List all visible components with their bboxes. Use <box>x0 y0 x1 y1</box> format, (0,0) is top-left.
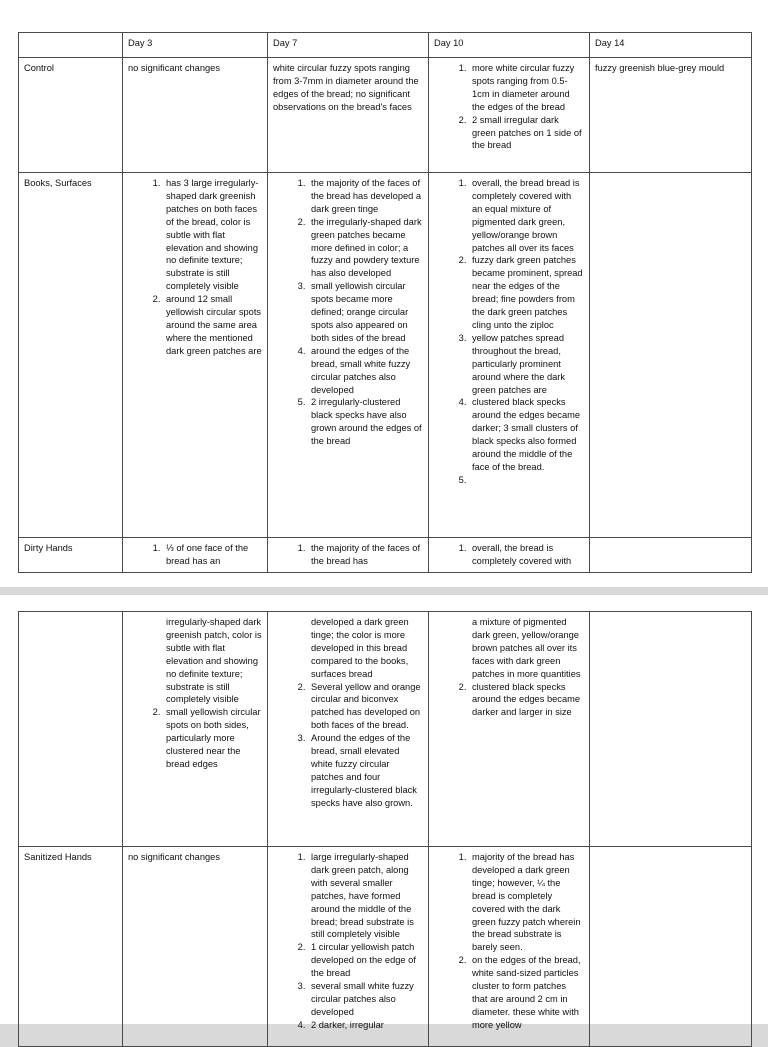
list-item: 2. the irregularly-shaped dark green patches became more defined in color; a fuzzy and powdery texture has also developed <box>308 216 423 281</box>
list-item: 2. 2 small irregular dark green patches on 1 side of the bread <box>469 114 584 153</box>
header-cell-day3: Day 3 <box>123 33 268 58</box>
cell-dirty-day7-continued <box>268 612 429 847</box>
document-page-2 <box>0 595 768 1030</box>
cell-control-day3: no significant changes <box>123 58 268 173</box>
list-item: 1. the majority of the faces of the bread has <box>308 542 423 568</box>
cell-dirty-day10 <box>429 538 590 573</box>
list-item: 3. several small white fuzzy circular patches also developed <box>308 980 423 1019</box>
list-item: 2. 1 circular yellowish patch developed on the edge of the bread <box>308 941 423 980</box>
list-books-day10 <box>434 177 584 487</box>
list-item <box>469 474 584 487</box>
cell-books-day7 <box>268 173 429 538</box>
list-sanitized-day7 <box>273 851 423 1032</box>
cell-control-day7: white circular fuzzy spots ranging from 3-7mm in diameter around the edges of the bread; no significant observations on the bread's faces <box>268 58 429 173</box>
list-books-day7 <box>273 177 423 448</box>
list-item: 4. clustered black specks around the edges became darker; 3 small clusters of black specks also formed around the middle of the face of the bread. <box>469 396 584 473</box>
row-label-dirty-hands: Dirty Hands <box>19 538 123 573</box>
list-item: 2. clustered black specks around the edges became darker and larger in size <box>469 681 584 720</box>
list-item: 2. around 12 small yellowish circular spots around the same area where the mentioned dark green patches are <box>163 293 262 358</box>
list-item: 2. fuzzy dark green patches became prominent, spread near the edges of the bread; fine powders from the dark green patches cling unto the ziploc <box>469 254 584 331</box>
list-item: 4. 2 darker, irregular <box>308 1019 423 1032</box>
list-item-continued: developed a dark green tinge; the color is more developed in this bread compared to the books, surfaces bread <box>311 617 409 679</box>
list-item: 2. Several yellow and orange circular and biconvex patched has developed on both faces of the bread. <box>308 681 423 733</box>
list-item: 5. 2 irregularly-clustered black specks have also grown around the edges of the bread <box>308 396 423 448</box>
list-dirty-day10 <box>434 542 584 568</box>
table-row-dirty-hands-continued <box>19 612 752 847</box>
row-label-books-surfaces: Books, Surfaces <box>19 173 123 538</box>
list-books-day3 <box>128 177 262 358</box>
list-dirty-day10-continued <box>434 616 584 719</box>
header-cell-day10: Day 10 <box>429 33 590 58</box>
list-item-continued: a mixture of pigmented dark green, yellow/orange brown patches all over its faces with dark green patches in more quantities <box>472 617 581 679</box>
list-item: 1. majority of the bread has developed a dark green tinge; however, ¼ the bread is completely covered with the dark green fuzzy patch wherein the bread substrate is barely seen. <box>469 851 584 954</box>
cell-dirty-day14 <box>590 538 752 573</box>
list-item: 4. around the edges of the bread, small white fuzzy circular patches also developed <box>308 345 423 397</box>
list-item-continued: irregularly-shaped dark greenish patch, color is subtle with flat elevation and showing no definite texture; substrate is still completely visible <box>166 617 262 705</box>
table-row-sanitized-hands <box>19 847 752 1047</box>
cell-dirty-day14-continued <box>590 612 752 847</box>
list-dirty-day7 <box>273 542 423 568</box>
row-label-control: Control <box>19 58 123 173</box>
cell-dirty-day7 <box>268 538 429 573</box>
list-item: 3. yellow patches spread throughout the bread, particularly prominent around where the dark green patches are <box>469 332 584 397</box>
header-cell-day7: Day 7 <box>268 33 429 58</box>
cell-books-day14 <box>590 173 752 538</box>
header-cell-empty <box>19 33 123 58</box>
list-item: 1. large irregularly-shaped dark green patch, along with several smaller patches, have formed around the middle of the bread; bread substrate is still completely visible <box>308 851 423 941</box>
list-item: 1. more white circular fuzzy spots ranging from 0.5-1cm in diameter around the edges of the bread <box>469 62 584 114</box>
header-cell-day14: Day 14 <box>590 33 752 58</box>
observation-table-continued <box>18 611 752 1047</box>
list-dirty-day3 <box>128 542 262 568</box>
list-item: 3. small yellowish circular spots became more defined; orange circular spots also appeared on both sides of the bread <box>308 280 423 345</box>
cell-sanitized-day14 <box>590 847 752 1047</box>
list-control-day10 <box>434 62 584 152</box>
list-item: 2. small yellowish circular spots on both sides, particularly more clustered near the bread edges <box>163 706 262 771</box>
list-item: 3. Around the edges of the bread, small elevated white fuzzy circular patches and four irregularly-clustered black specks have also grown. <box>308 732 423 809</box>
list-item: 1. the majority of the faces of the bread has developed a dark green tinge <box>308 177 423 216</box>
cell-dirty-day3 <box>123 538 268 573</box>
table-row-control <box>19 58 752 173</box>
list-dirty-day3-continued <box>128 616 262 771</box>
cell-control-day10 <box>429 58 590 173</box>
list-item: 1. has 3 large irregularly-shaped dark greenish patches on both faces of the bread, color is subtle with flat elevation and showing no definite texture; substrate is still completely visible <box>163 177 262 293</box>
list-item: 1. overall, the bread is completely covered with <box>469 542 584 568</box>
cell-dirty-day3-continued <box>123 612 268 847</box>
cell-sanitized-day10 <box>429 847 590 1047</box>
cell-control-day14: fuzzy greenish blue-grey mould <box>590 58 752 173</box>
list-item: 1. overall, the bread bread is completely covered with an equal mixture of pigmented dark green, yellow/orange brown patches all over its faces <box>469 177 584 254</box>
cell-books-day3 <box>123 173 268 538</box>
list-sanitized-day10 <box>434 851 584 1032</box>
cell-books-day10 <box>429 173 590 538</box>
table-row-books-surfaces <box>19 173 752 538</box>
list-item: 1. ⅓ of one face of the bread has an <box>163 542 262 568</box>
cell-sanitized-day3: no significant changes <box>123 847 268 1047</box>
cell-sanitized-day7 <box>268 847 429 1047</box>
row-label-empty <box>19 612 123 847</box>
table-header-row <box>19 33 752 58</box>
list-dirty-day7-continued <box>273 616 423 810</box>
observation-table <box>18 32 752 573</box>
cell-dirty-day10-continued <box>429 612 590 847</box>
row-label-sanitized-hands: Sanitized Hands <box>19 847 123 1047</box>
table-row-dirty-hands <box>19 538 752 573</box>
list-item: 2. on the edges of the bread, white sand-sized particles cluster to form patches that are around 2 cm in diameter. these white with more yellow <box>469 954 584 1031</box>
